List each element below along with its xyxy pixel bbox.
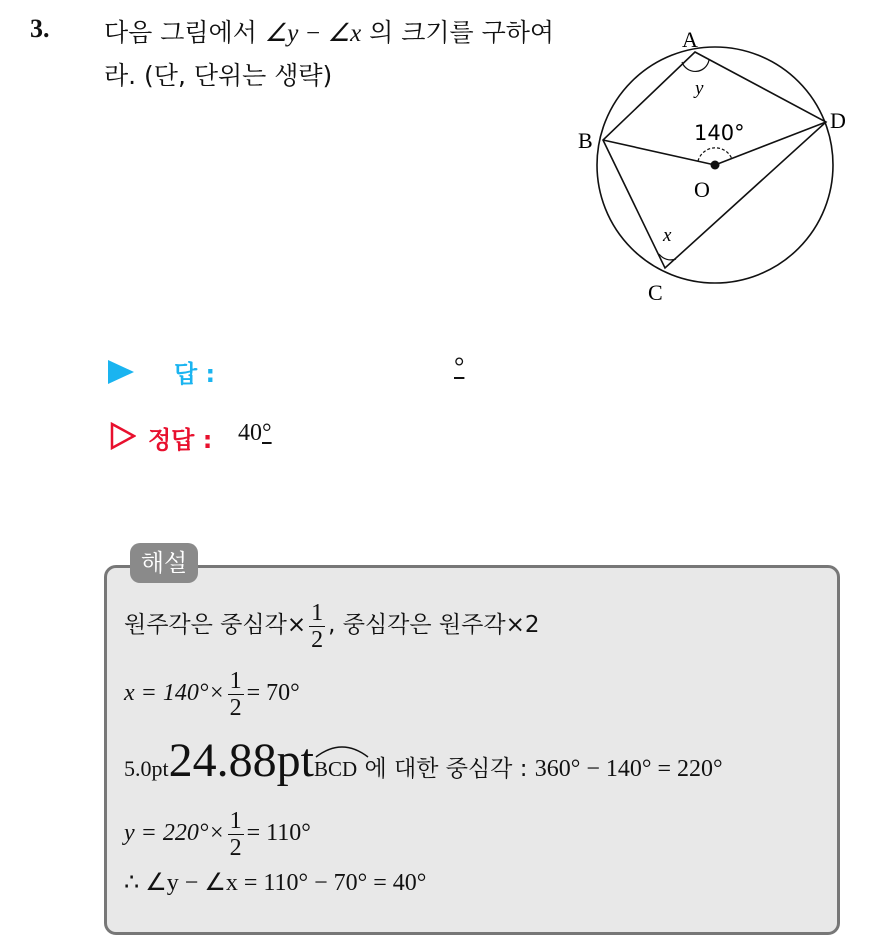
play-icon — [108, 360, 134, 384]
sol3-arc — [314, 747, 357, 782]
solution-tag: 해설 — [130, 543, 198, 583]
answer-row — [108, 352, 508, 392]
answer-unit: ° — [454, 352, 465, 381]
solution-line-2 — [124, 668, 300, 721]
question-text-part1: 다음 그림에서 — [104, 18, 265, 47]
sol1-text-b: , 중심각은 원주각×2 — [328, 612, 540, 639]
outline-triangle-icon — [110, 422, 136, 450]
angle-x-arc — [659, 254, 676, 260]
sol4-fraction — [228, 808, 244, 861]
label-C: C — [648, 280, 663, 305]
correct-answer-row — [110, 418, 510, 458]
answer-label: 답 : — [174, 360, 216, 388]
question-text-part2: 의 크기를 구하여 — [361, 18, 555, 47]
sol1-num: 1 — [311, 600, 324, 626]
solution-line-1 — [124, 600, 539, 653]
solution-line-4 — [124, 808, 311, 861]
sol2-den: 2 — [229, 695, 242, 721]
correct-answer-number: 40 — [238, 420, 262, 446]
sol3-big: 24.88pt — [168, 734, 314, 787]
label-D: D — [830, 108, 846, 133]
label-B: B — [578, 128, 593, 153]
sol4-num: 1 — [229, 808, 242, 834]
sol3-ko: 에 대한 중심각 : — [357, 756, 535, 782]
center-point-O — [711, 161, 720, 170]
correct-answer-unit: ° — [262, 420, 272, 446]
sol2-num: 1 — [229, 668, 242, 694]
label-x: x — [663, 225, 672, 246]
question-number: 3. — [30, 14, 50, 43]
sol3-expr: 360° − 140° = 220° — [534, 756, 723, 782]
sol2-text-a: x = 140°× — [124, 680, 225, 707]
label-A: A — [682, 27, 698, 52]
correct-answer-label: 정답 : — [148, 426, 213, 454]
label-y: y — [695, 78, 704, 99]
sol3-arc-label: BCD — [313, 757, 358, 781]
solution-line-5: ∴ ∠y − ∠x = 110° − 70° = 40° — [124, 870, 427, 896]
sol4-text-b: = 110° — [246, 820, 311, 847]
sol4-den: 2 — [229, 835, 242, 861]
sol1-fraction — [309, 600, 325, 653]
sol1-den: 2 — [311, 627, 324, 653]
central-angle-arc — [698, 148, 732, 161]
circle-figure — [570, 22, 870, 316]
sol2-fraction — [228, 668, 244, 721]
sol2-text-b: = 70° — [246, 680, 300, 707]
label-O: O — [694, 177, 710, 202]
quadrilateral-ABCD — [603, 52, 826, 268]
angle-y-arc — [682, 60, 709, 71]
arc-symbol — [314, 743, 370, 759]
question-text-part3: 라. (단, 단위는 생략) — [104, 61, 333, 90]
sol3-small: 5.0pt — [124, 756, 169, 781]
question-text — [104, 12, 564, 97]
question-angle-expr: ∠y − ∠x — [264, 20, 362, 47]
central-angle-label: 140° — [694, 121, 745, 145]
sol4-text-a: y = 220°× — [124, 820, 225, 847]
sol1-text-a: 원주각은 중심각× — [124, 612, 307, 639]
correct-answer-value — [238, 420, 272, 447]
circle-diagram — [570, 22, 870, 312]
solution-line-3 — [124, 733, 723, 788]
